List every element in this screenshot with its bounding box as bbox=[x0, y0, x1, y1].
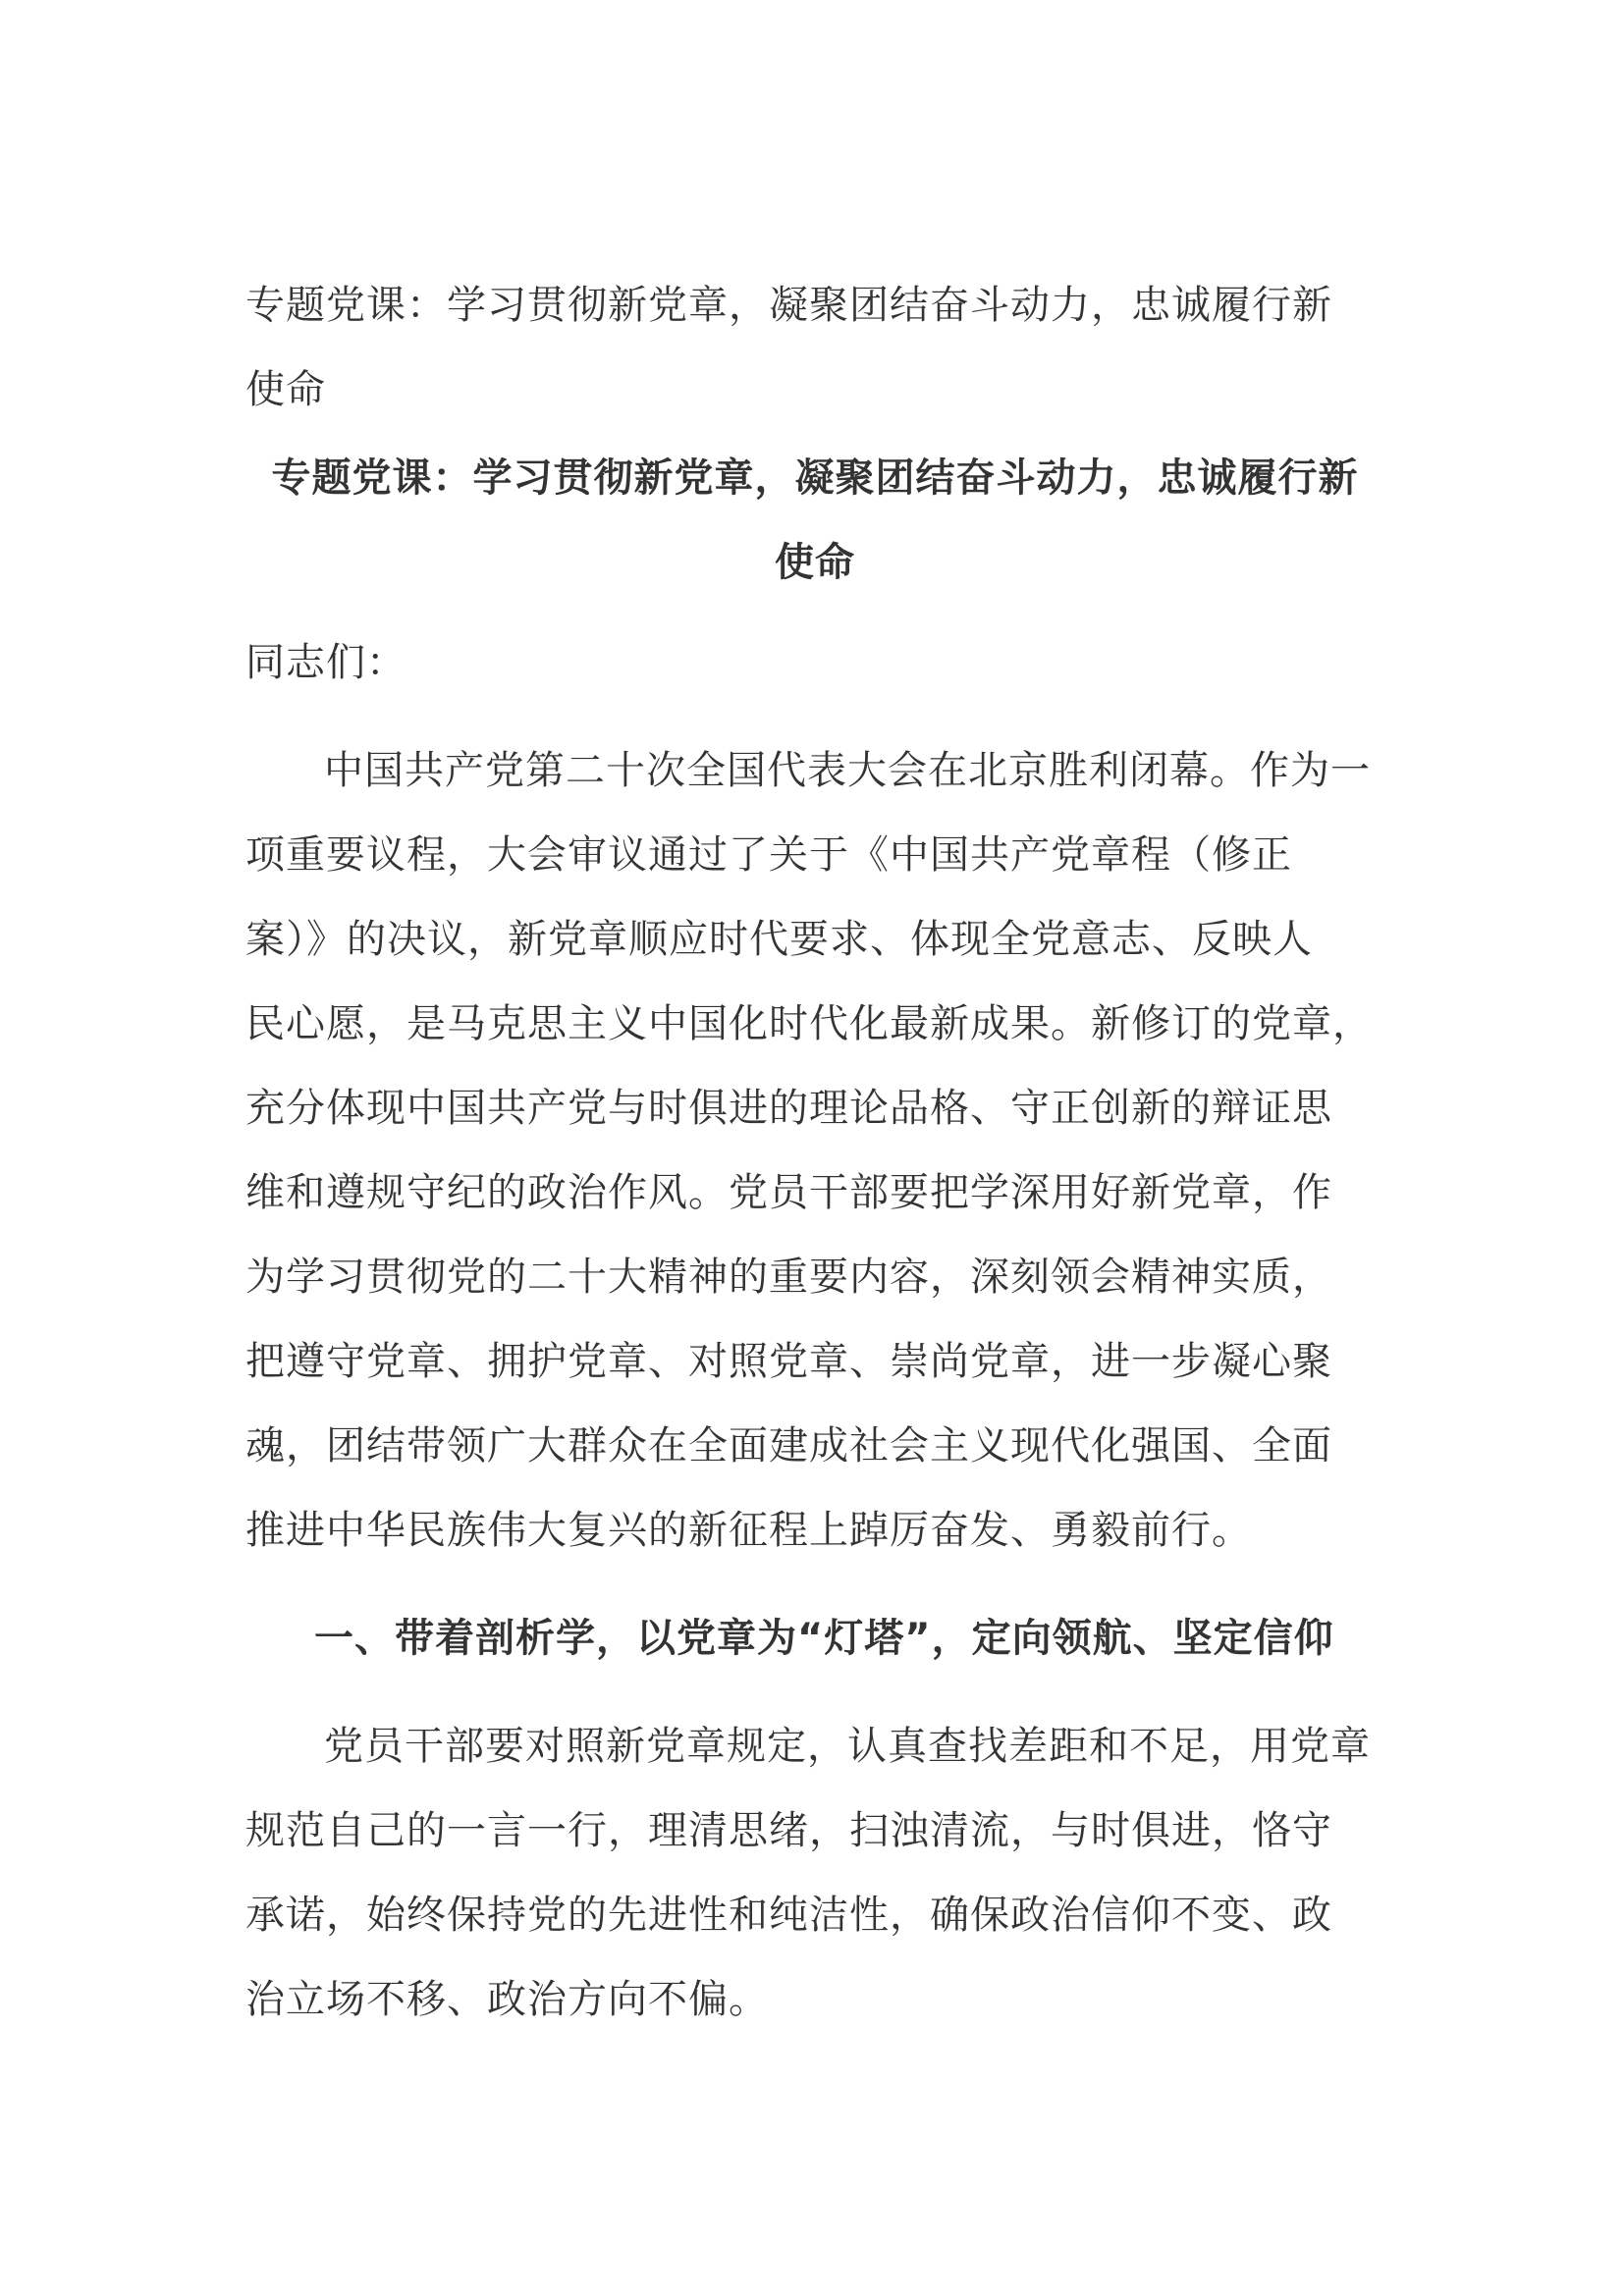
paragraph-line: 规范自己的一言一行，理清思绪，扫浊清流，与时俱进，恪守 bbox=[245, 1808, 1332, 1853]
title-bold-line-1: 专题党课：学习贯彻新党章，凝聚团结奋斗动力，忠诚履行新 bbox=[271, 455, 1359, 501]
paragraph-line: 党员干部要对照新党章规定，认真查找差距和不足，用党章 bbox=[324, 1724, 1371, 1769]
paragraph-line: 维和遵规守纪的政治作风。党员干部要把学深用好新党章，作 bbox=[245, 1170, 1332, 1215]
paragraph-line: 案）》的决议，新党章顺应时代要求、体现全党意志、反映人 bbox=[245, 917, 1313, 962]
document-title-bold bbox=[245, 436, 1384, 605]
paragraph-line: 把遵守党章、拥护党章、对照党章、崇尚党章，进一步凝心聚 bbox=[245, 1339, 1332, 1384]
intro-paragraph bbox=[245, 728, 1384, 1573]
paragraph-line: 魂，团结带领广大群众在全面建成社会主义现代化强国、全面 bbox=[245, 1423, 1332, 1468]
title-bold-line-2: 使命 bbox=[775, 540, 855, 585]
paragraph-line: 项重要议程，大会审议通过了关于《中国共产党章程（修正 bbox=[245, 832, 1292, 878]
section-heading: 一、带着剖析学，以党章为“灯塔”，定向领航、坚定信仰 bbox=[314, 1616, 1334, 1661]
paragraph-line: 充分体现中国共产党与时俱进的理论品格、守正创新的辩证思 bbox=[245, 1086, 1332, 1131]
title-plain-line-2: 使命 bbox=[245, 367, 326, 412]
paragraph-line: 治立场不移、政治方向不偏。 bbox=[245, 1977, 769, 2022]
document-title-plain bbox=[245, 263, 1384, 432]
paragraph-line: 民心愿，是马克思主义中国化时代化最新成果。新修订的党章， bbox=[245, 1001, 1373, 1046]
paragraph-line: 承诺，始终保持党的先进性和纯洁性，确保政治信仰不变、政 bbox=[245, 1893, 1332, 1938]
document-page bbox=[245, 263, 1384, 2042]
paragraph-line: 推进中华民族伟大复兴的新征程上踔厉奋发、勇毅前行。 bbox=[245, 1508, 1252, 1553]
salutation: 同志们： bbox=[245, 640, 406, 685]
section-paragraph bbox=[245, 1704, 1384, 2042]
title-plain-line-1: 专题党课：学习贯彻新党章，凝聚团结奋斗动力，忠诚履行新 bbox=[245, 283, 1332, 328]
paragraph-line: 中国共产党第二十次全国代表大会在北京胜利闭幕。作为一 bbox=[324, 748, 1371, 793]
paragraph-line: 为学习贯彻党的二十大精神的重要内容，深刻领会精神实质， bbox=[245, 1255, 1332, 1300]
